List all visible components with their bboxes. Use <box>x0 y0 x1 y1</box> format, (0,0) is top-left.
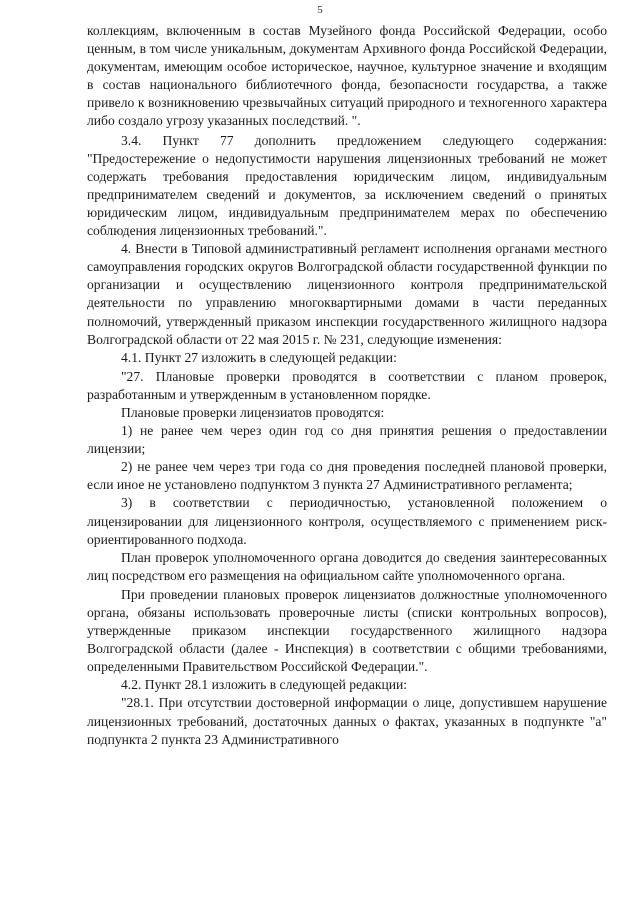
paragraph-item-4: 4. Внести в Типовой административный регламент исполнения органами местного самоуправления городских округов Волгоградской области государственной функции по организации и осуществлению лицензионного контроля предпринимательской деятельности по управлению многоквартирными домами в части переданных полномочий, утвержденный приказом инспекции государственного жилищного надзора Волгоградской области от 22 мая 2015 г. № 231, следующие изменения: <box>87 241 607 347</box>
page-number: 5 <box>317 4 323 16</box>
list-item-2: 2) не ранее чем через три года со дня проведения последней плановой проверки, если иное не установлено подпунктом 3 пункта 27 Административного регламента; <box>87 459 607 493</box>
paragraph-checklists: При проведении плановых проверок лицензиатов должностные уполномоченного органа, обязаны использовать проверочные листы (списки контрольных вопросов), утвержденные приказом инспекции государственного жилищного надзора Волгоградской области (далее - Инспекция) в соответствии с общими требованиями, определенными Правительством Российской Федерации.". <box>87 586 607 675</box>
paragraph-item-4-2: 4.2. Пункт 28.1 изложить в следующей редакции: <box>121 677 408 693</box>
paragraph-inspection-plan: План проверок уполномоченного органа доводится до сведения заинтересованных лиц посредством его размещения на официальном сайте уполномоченного органа. <box>87 549 607 583</box>
document-body <box>87 22 607 749</box>
list-item-3: 3) в соответствии с периодичностью, установленной положением о лицензировании для лицензионного контроля, осуществляемого с применением риск-ориентированного подхода. <box>87 495 607 547</box>
paragraph-item-4-1: 4.1. Пункт 27 изложить в следующей редакции: <box>121 349 397 365</box>
paragraph-planned-inspections: Плановые проверки лицензиатов проводятся: <box>121 404 385 420</box>
paragraph-point-28-1: "28.1. При отсутствии достоверной информации о лице, допустившем нарушение лицензионных требований, достаточных данных о фактах, указанных в подпункте "а" подпункта 2 пункта 23 Административного <box>87 695 607 747</box>
paragraph-continuation: коллекциям, включенным в состав Музейного фонда Российской Федерации, особо ценным, в том числе уникальным, документам Архивного фонда Российской Федерации, документам, имеющим особое историческое, научное, культурное значение и входящим в состав национального библиотечного фонда, безопасности государства, а также привело к возникновению чрезвычайных ситуаций природного и техногенного характера либо создало угрозу указанных последствий. ". <box>87 23 607 129</box>
paragraph-item-3-4: 3.4. Пункт 77 дополнить предложением следующего содержания: "Предостережение о недопустимости нарушения лицензионных требований не может содержать требования предоставления юридическим лицом, индивидуальным предпринимателем сведений и документов, за исключением сведений о принятых юридическим лицом, индивидуальным предпринимателем мерах по обеспечению соблюдения лицензионных требований.". <box>87 132 607 239</box>
list-item-1: 1) не ранее чем через один год со дня принятия решения о предоставлении лицензии; <box>87 423 607 457</box>
paragraph-point-27: "27. Плановые проверки проводятся в соответствии с планом проверок, разработанным и утвержденным в установленном порядке. <box>87 368 607 402</box>
